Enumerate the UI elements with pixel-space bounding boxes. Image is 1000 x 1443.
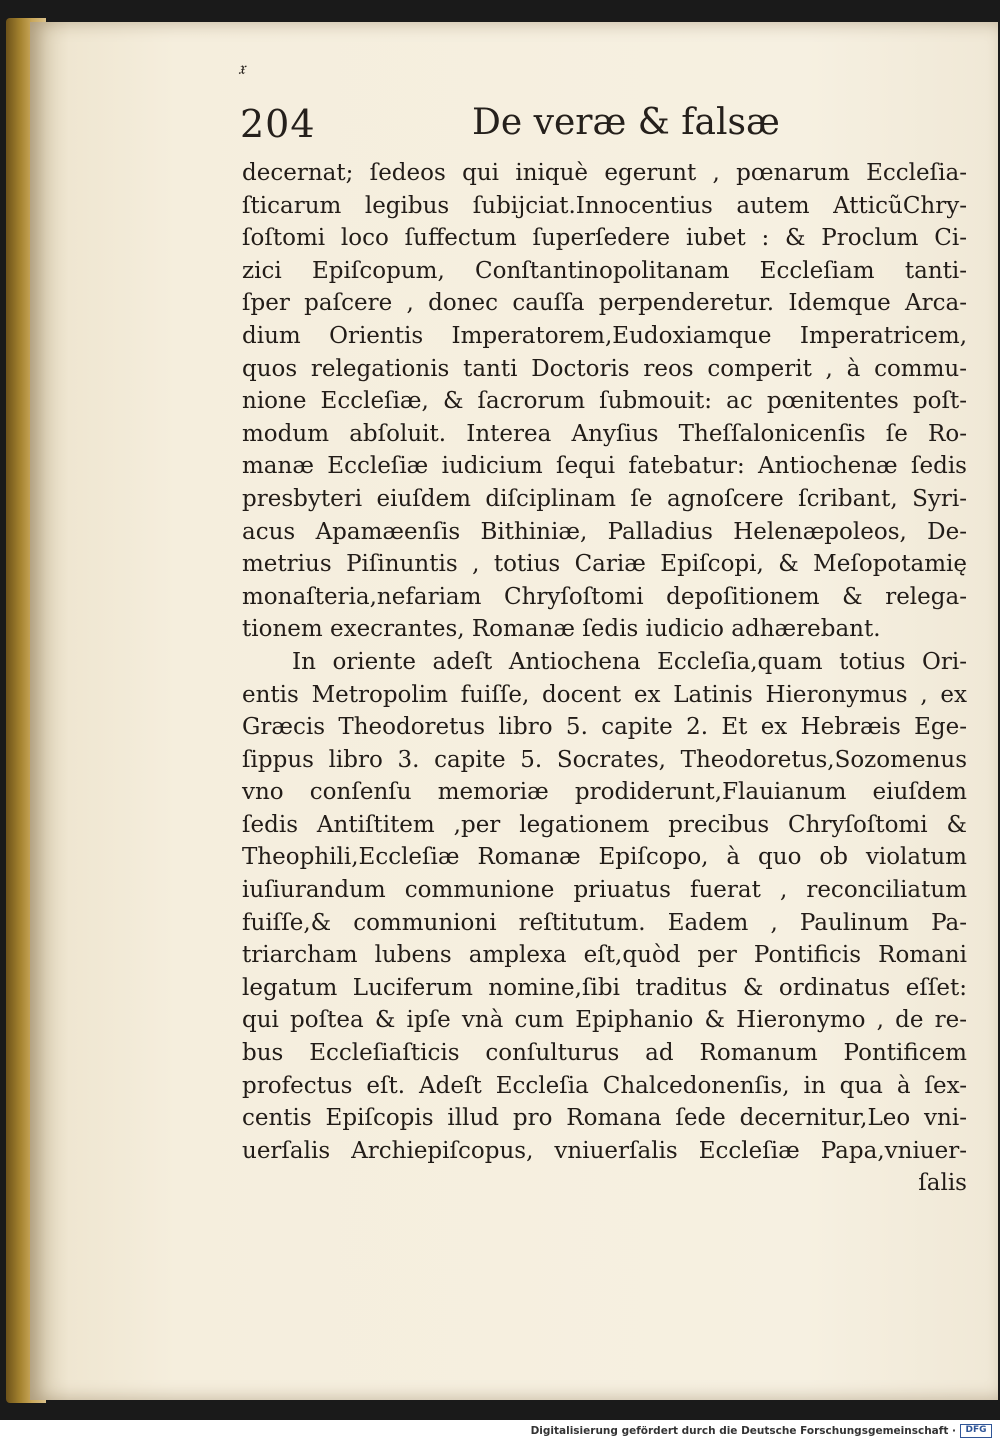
page-number: 204 [240,102,316,146]
body-text [242,157,967,1200]
text-line: ſper paſcere , donec cauſſa perpenderetur. Idemque Arca- [242,290,967,317]
text-line: Theophili,Eccleſiæ Romanæ Epiſcopo, à quo ob violatum [242,844,967,871]
text-line: dium Orientis Imperatorem,Eudoxiamque Imperatricem, [242,322,967,349]
text-line: uerſalis Archiepiſcopus, vniuerſalis Eccleſiæ Papa,vniuer- [242,1137,967,1164]
text-line: Græcis Theodoretus libro 5. capite 2. Et ex Hebræis Ege- [242,714,967,741]
text-line: zici Epiſcopum, Conſtantinopolitanam Eccleſiam tanti- [242,257,967,284]
text-line: modum abſoluit. Interea Anyſius Theſſalonicenſis ſe Ro- [242,420,967,447]
text-line: acus Apamæenſis Bithiniæ, Palladius Helenæpoleos, De- [242,518,967,545]
text-line: centis Epiſcopis illud pro Romana ſede decernitur,Leo vni- [242,1105,967,1132]
text-line: manæ Eccleſiæ iudicium ſequi fatebatur: Antiochenæ ſedis [242,453,967,480]
text-line: legatum Luciferum nomine,ſibi traditus & ordinatus eſſet: [242,974,967,1001]
text-line: quos relegationis tanti Doctoris reos comperit , à commu- [242,355,967,382]
text-line: ſippus libro 3. capite 5. Socrates, Theodoretus,Sozomenus [242,746,967,773]
text-line: nione Eccleſiæ, & ſacrorum ſubmouit: ac pœnitentes poſt- [242,388,967,415]
text-line: tionem execrantes, Romanæ ſedis iudicio adhærebant. [242,616,881,643]
text-line: presbyteri eiuſdem diſciplinam ſe agnoſcere ſcribant, Syri- [242,485,967,512]
text-line: bus Eccleſiaſticis conſulturus ad Romanum Pontificem [242,1040,967,1067]
text-line: vno conſenſu memoriæ prodiderunt,Flauianum eiuſdem [242,779,967,806]
text-line: qui poſtea & ipſe vnà cum Epiphanio & Hieronymo , de re- [242,1007,967,1034]
text-line: ſoſtomi loco ſuffectum ſuperſedere iubet : & Proclum Ci- [242,225,967,252]
text-line: decernat; ſedeos qui iniquè egerunt , pœnarum Eccleſia- [242,160,967,186]
text-line: profectus eſt. Adeſt Eccleſia Chalcedonenſis, in qua à ſex- [242,1072,967,1099]
text-line: ſedis Antiſtitem ,per legationem precibus Chryſoſtomi & [242,811,967,838]
dfg-logo: DFG [960,1424,992,1438]
text-line: iuſiurandum communione priuatus fuerat , reconciliatum [242,877,967,904]
catch-mark: 𝔵 [238,58,246,79]
catchword: ſalis [918,1170,967,1197]
funding-credit: Digitalisierung gefördert durch die Deutsche Forschungsgemeinschaft · [530,1425,956,1437]
text-line: ſticarum legibus ſubijciat.Innocentius autem AtticũChry- [242,192,967,219]
text-line: metrius Piſinuntis , totius Cariæ Epiſcopi, & Meſopotamię [242,551,967,578]
text-line: triarcham lubens amplexa eſt,quòd per Pontificis Romani [242,942,967,969]
text-line: monaſteria,nefariam Chryſoſtomi depoſitionem & relega- [242,583,967,610]
text-line: entis Metropolim fuiſſe, docent ex Latinis Hieronymus , ex [242,681,967,708]
running-head: De veræ & falsæ [472,102,780,143]
text-line: In oriente adeſt Antiochena Eccleſia,quam totius Ori- [292,648,967,675]
text-line: fuiſſe,& communioni reſtitutum. Eadem , Paulinum Pa- [242,909,967,936]
